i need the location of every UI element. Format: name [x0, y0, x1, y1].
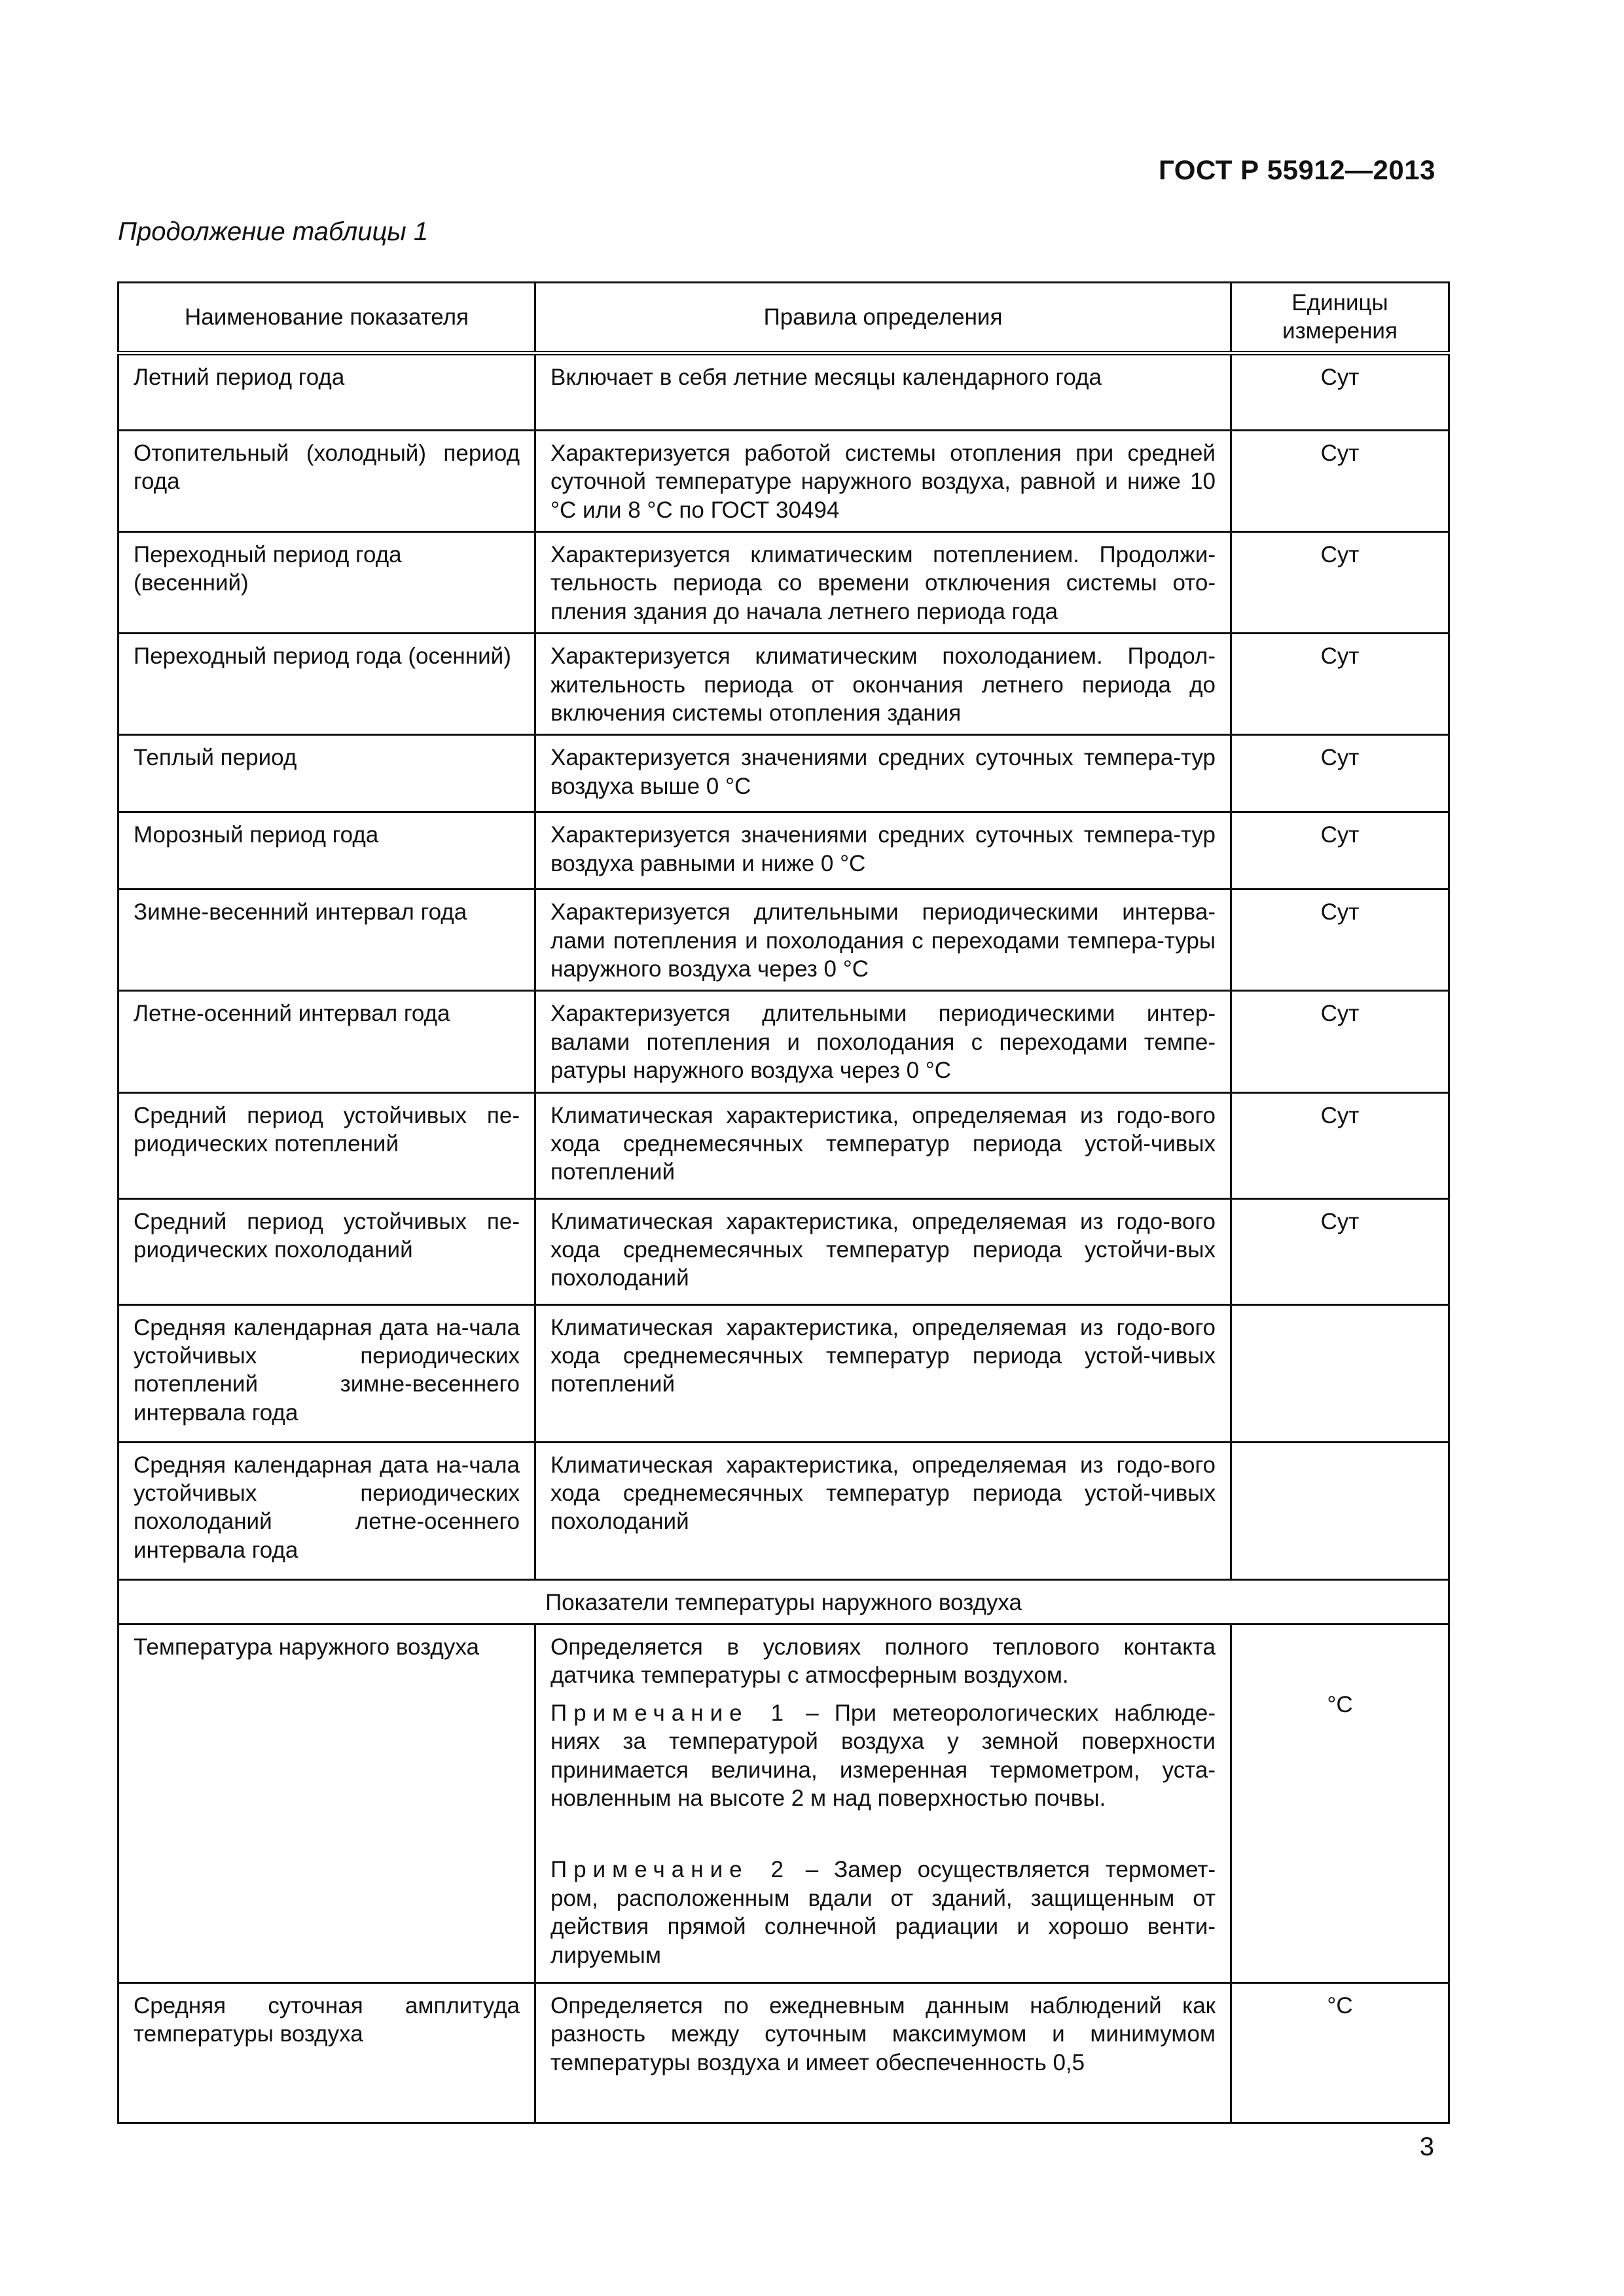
- row-name: Теплый период: [118, 735, 535, 812]
- table-row: [118, 1624, 1449, 1983]
- note-2: [550, 1856, 1216, 1969]
- row-name: Средний период устойчивых пе-риодических похолоданий: [118, 1198, 535, 1304]
- row-rule-with-notes: [535, 1624, 1231, 1983]
- row-rule: Включает в себя летние месяцы календарного года: [535, 353, 1231, 430]
- row-name: Переходный период года (весенний): [118, 531, 535, 633]
- row-unit: Сут: [1231, 634, 1449, 735]
- note-2-text: – Замер осуществляется термомет-ром, расположенным вдали от зданий, защищенным от действия прямой солнечной радиации и хорошо венти-лируемым: [550, 1857, 1216, 1968]
- document-code: ГОСТ Р 55912—2013: [1159, 154, 1435, 185]
- row-name: Температура наружного воздуха: [118, 1624, 535, 1983]
- page-number: 3: [1419, 2132, 1434, 2161]
- row-rule: Характеризуется длительными периодическими интерва-лами потепления и похолодания с переходами темпера-туры наружного воздуха через 0 °С: [535, 889, 1231, 991]
- table-row: [118, 1198, 1449, 1304]
- row-rule: Характеризуется значениями средних суточных темпера-тур воздуха выше 0 °С: [535, 735, 1231, 812]
- row-rule: Характеризуется работой системы отопления при средней суточной температуре наружного воздуха, равной и ниже 10 °С или 8 °С по ГОСТ 30494: [535, 430, 1231, 531]
- note-1: [550, 1699, 1216, 1813]
- column-header-rule: Правила определения: [535, 283, 1231, 353]
- indicators-table: [117, 281, 1450, 2124]
- table-continuation-caption: Продолжение таблицы 1: [118, 217, 429, 246]
- row-unit: Сут: [1231, 1198, 1449, 1304]
- section-title: Показатели температуры наружного воздуха: [118, 1579, 1449, 1624]
- row-name: Отопительный (холодный) период года: [118, 430, 535, 531]
- row-rule: Климатическая характеристика, определяемая из годо-вого хода среднемесячных температур периода устой-чивых потеплений: [535, 1304, 1231, 1442]
- row-unit: Сут: [1231, 353, 1449, 430]
- row-rule: Характеризуется длительными периодическими интер-валами потепления и похолодания с переходами темпе-ратуры наружного воздуха через 0 °С: [535, 991, 1231, 1092]
- row-name: Средняя календарная дата на-чала устойчивых периодических потеплений зимне-весеннего интервала года: [118, 1304, 535, 1442]
- row-unit: Сут: [1231, 735, 1449, 812]
- row-name: Переходный период года (осенний): [118, 634, 535, 735]
- section-row: [118, 1579, 1449, 1624]
- table-row: [118, 353, 1449, 430]
- table-row: [118, 1983, 1449, 2123]
- row-name: Средняя календарная дата на-чала устойчивых периодических похолоданий летне-осеннего интервала года: [118, 1442, 535, 1579]
- row-name: Средняя суточная амплитуда температуры воздуха: [118, 1983, 535, 2123]
- row-rule: Характеризуется климатическим потеплением. Продолжи-тельность периода со времени отключения системы ото-пления здания до начала летнего периода года: [535, 531, 1231, 633]
- row-unit: Сут: [1231, 812, 1449, 889]
- row-unit: Сут: [1231, 991, 1449, 1092]
- row-rule: Климатическая характеристика, определяемая из годо-вого хода среднемесячных температур периода устой-чивых потеплений: [535, 1092, 1231, 1198]
- table-row: [118, 991, 1449, 1092]
- note-2-label: Примечание 2: [550, 1857, 790, 1883]
- rule-text: Определяется в условиях полного теплового контакта датчика температуры с атмосферным воздухом.: [550, 1634, 1216, 1689]
- note-1-label: Примечание 1: [550, 1700, 791, 1726]
- table-row: [118, 430, 1449, 531]
- row-unit: °С: [1231, 1983, 1449, 2123]
- row-unit: [1231, 1442, 1449, 1579]
- table-row: [118, 1304, 1449, 1442]
- table-header-row: [118, 283, 1449, 353]
- row-name: Летне-осенний интервал года: [118, 991, 535, 1092]
- row-name: Зимне-весенний интервал года: [118, 889, 535, 991]
- row-name: Летний период года: [118, 353, 535, 430]
- row-unit: °С: [1231, 1624, 1449, 1983]
- note-1-text: – При метеорологических наблюде-ниях за температурой воздуха у земной поверхности принимается величина, измеренная термометром, уста-новленным на высоте 2 м над поверхностью почвы.: [550, 1700, 1216, 1811]
- row-unit: Сут: [1231, 889, 1449, 991]
- row-name: Морозный период года: [118, 812, 535, 889]
- row-rule: Климатическая характеристика, определяемая из годо-вого хода среднемесячных температур периода устой-чивых похолоданий: [535, 1442, 1231, 1579]
- row-rule: Климатическая характеристика, определяемая из годо-вого хода среднемесячных температур периода устойчи-вых похолоданий: [535, 1198, 1231, 1304]
- table-row: [118, 634, 1449, 735]
- row-unit: [1231, 1304, 1449, 1442]
- row-unit: Сут: [1231, 531, 1449, 633]
- row-rule: Характеризуется климатическим похолоданием. Продол-жительность периода от окончания летнего периода до включения системы отопления здания: [535, 634, 1231, 735]
- table-row: [118, 735, 1449, 812]
- table-row: [118, 812, 1449, 889]
- row-unit: Сут: [1231, 1092, 1449, 1198]
- row-rule: Характеризуется значениями средних суточных темпера-тур воздуха равными и ниже 0 °С: [535, 812, 1231, 889]
- row-unit: Сут: [1231, 430, 1449, 531]
- table-row: [118, 889, 1449, 991]
- column-header-name: Наименование показателя: [118, 283, 535, 353]
- table-row: [118, 1092, 1449, 1198]
- row-name: Средний период устойчивых пе-риодических потеплений: [118, 1092, 535, 1198]
- table-row: [118, 531, 1449, 633]
- row-rule: Определяется по ежедневным данным наблюдений как разность между суточным максимумом и минимумом температуры воздуха и имеет обеспеченность 0,5: [535, 1983, 1231, 2123]
- table-row: [118, 1442, 1449, 1579]
- column-header-unit: Единицы измерения: [1231, 283, 1449, 353]
